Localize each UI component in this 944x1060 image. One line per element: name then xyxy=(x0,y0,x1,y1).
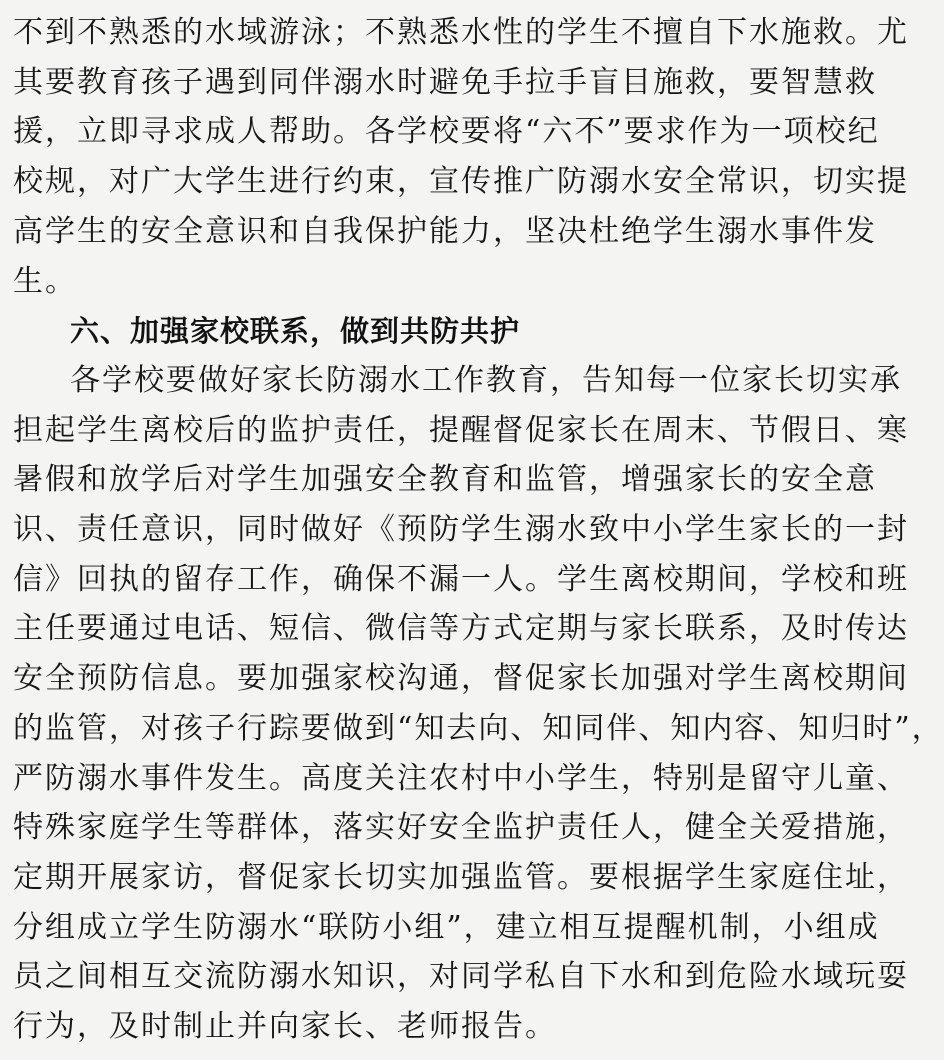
paragraph-line: 的监管，对孩子行踪要做到“知去向、知同伴、知内容、知归时”， xyxy=(13,711,944,746)
paragraph-line: 特殊家庭学生等群体，落实好安全监护责任人，健全关爱措施， xyxy=(13,810,909,845)
paragraph-line: 不到不熟悉的水域游泳；不熟悉水性的学生不擅自下水施救。尤 xyxy=(13,15,909,50)
paragraph-line: 员之间相互交流防溺水知识，对同学私自下水和到危险水域玩耍 xyxy=(13,959,909,994)
paragraph-line: 主任要通过电话、短信、微信等方式定期与家长联系，及时传达 xyxy=(13,611,909,646)
paragraph-line: 其要教育孩子遇到同伴溺水时避免手拉手盲目施救，要智慧救 xyxy=(13,65,877,100)
paragraph-line: 担起学生离校后的监护责任，提醒督促家长在周末、节假日、寒 xyxy=(13,413,909,448)
section-heading: 六、加强家校联系，做到共防共护 xyxy=(70,314,521,348)
paragraph-line: 分组成立学生防溺水“联防小组”，建立相互提醒机制，小组成 xyxy=(13,910,880,945)
paragraph-line: 识、责任意识，同时做好《预防学生溺水致中小学生家长的一封 xyxy=(13,512,909,547)
paragraph-line: 定期开展家访，督促家长切实加强监管。要根据学生家庭住址， xyxy=(13,860,909,895)
paragraph-line: 援，立即寻求成人帮助。各学校要将“六不”要求作为一项校纪 xyxy=(13,114,880,149)
paragraph-line: 安全预防信息。要加强家校沟通，督促家长加强对学生离校期间 xyxy=(13,661,909,696)
paragraph-line: 严防溺水事件发生。高度关注农村中小学生，特别是留守儿童、 xyxy=(13,761,909,796)
paragraph-line: 暑假和放学后对学生加强安全教育和监管，增强家长的安全意 xyxy=(13,462,877,497)
paragraph-line: 生。 xyxy=(13,264,77,299)
paragraph-line: 信》回执的留存工作，确保不漏一人。学生离校期间，学校和班 xyxy=(13,562,909,597)
paragraph-line: 各学校要做好家长防溺水工作教育，告知每一位家长切实承 xyxy=(70,363,902,398)
paragraph-line: 校规，对广大学生进行约束，宣传推广防溺水安全常识，切实提 xyxy=(13,164,909,199)
paragraph-line: 行为，及时制止并向家长、老师报告。 xyxy=(13,1009,557,1044)
paragraph-line: 高学生的安全意识和自我保护能力，坚决杜绝学生溺水事件发 xyxy=(13,214,877,249)
